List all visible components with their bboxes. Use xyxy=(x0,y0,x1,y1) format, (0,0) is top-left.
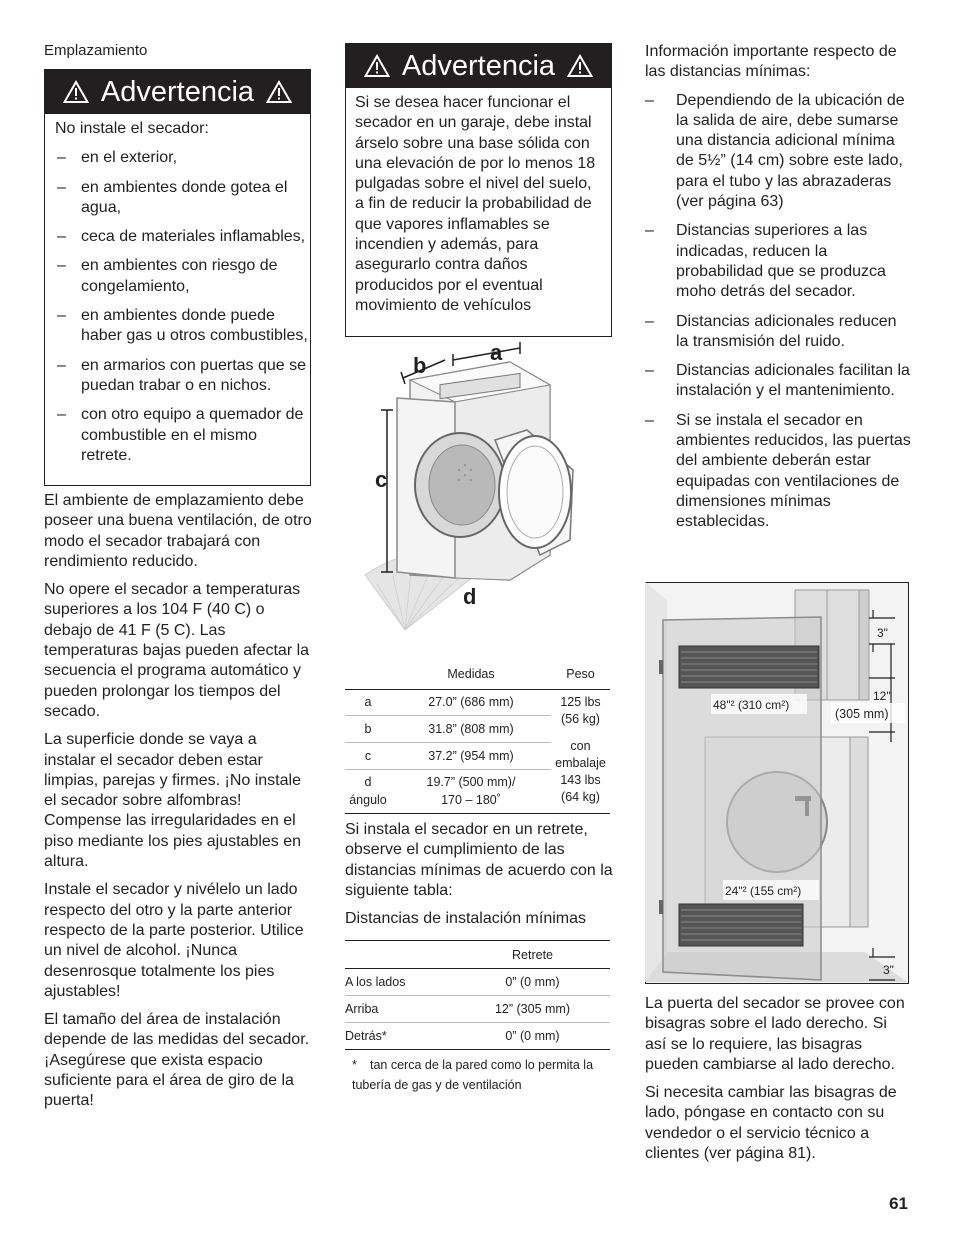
list-item: – Dependiendo de la ubicación de la salida de aire, debe sumarse una distancia adicional mínima de 5½” (14 cm) sobre este lado, para el tubo y las abrazaderas (ver página 63) xyxy=(645,91,905,211)
dimensions-table xyxy=(345,659,610,814)
table-row: d ángulo 19.7” (500 mm)/ 170 – 180˚ xyxy=(345,769,610,813)
dim-label-a: a xyxy=(490,340,503,365)
warning-triangle-icon xyxy=(364,54,390,78)
section-title: Emplazamiento xyxy=(44,42,148,59)
warning-box-mid xyxy=(345,43,612,337)
mid-body xyxy=(345,820,613,929)
table-row: A los lados 0” (0 mm) xyxy=(345,969,610,996)
list-item: – en ambientes con riesgo de congelamiento, xyxy=(57,257,278,295)
paragraph: Información importante respecto de las distancias mínimas: xyxy=(645,43,897,81)
vent-top-label: 48"² (310 cm²) xyxy=(713,698,790,712)
list-item: – Distancias adicionales reducen la transmisión del ruido. xyxy=(645,312,897,350)
list-item: – en ambientes donde gotea el agua, xyxy=(57,178,288,216)
right-body xyxy=(645,42,911,542)
paragraph: El tamaño del área de instalación depende de las medidas del secador. ¡Asegúrese que exista espacio suficiente para el área de giro de la puerta! xyxy=(44,1011,310,1110)
warning-heading-left: Advertencia xyxy=(100,75,255,108)
dim-mid-mm-label: (305 mm) xyxy=(835,707,889,721)
table-row: a 27.0” (686 mm) 125 lbs (56 kg) con embalaje 143 lbs (64 kg) xyxy=(345,689,610,715)
col-peso: Peso xyxy=(566,666,595,681)
paragraph: Distancias de instalación mínimas xyxy=(345,910,586,928)
warning-heading-mid: Advertencia xyxy=(401,49,556,82)
dim-label-b: b xyxy=(413,353,427,378)
paragraph: No opere el secador a temperaturas superiores a los 104 F (40 C) o debajo de 41 F (5 C). Las temperaturas bajas pueden afectar la secuencia el programa automático y pueden prolongar los tiempos del secado. xyxy=(44,581,310,720)
right-list xyxy=(645,91,911,533)
table-row: Arriba 12” (305 mm) xyxy=(345,996,610,1023)
list-item: – en ambientes donde puede haber gas u otros combustibles, xyxy=(57,307,308,345)
list-item: – en el exterior, xyxy=(57,149,178,167)
left-body xyxy=(44,491,312,1112)
right-body-after xyxy=(645,994,911,1164)
warning-header-mid xyxy=(346,44,611,88)
page-number: 61 xyxy=(889,1194,908,1213)
warning-intro-left: No instale el secador: xyxy=(55,120,209,137)
paragraph: Si instala el secador en un retrete, observe el cumplimiento de las distancias mínimas de acuerdo con la siguiente tabla: xyxy=(345,821,613,899)
warning-triangle-icon xyxy=(266,80,292,104)
warning-triangle-icon xyxy=(63,80,89,104)
vent-bottom-label: 24"² (155 cm²) xyxy=(725,884,802,898)
warning-list-left xyxy=(49,148,310,466)
dryer-dimensions-figure xyxy=(345,340,610,650)
distances-table xyxy=(345,940,610,1050)
col-retrete: Retrete xyxy=(512,947,553,962)
list-item: – con otro equipo a quemador de combustible en el mismo retrete. xyxy=(57,406,304,464)
list-item: – Distancias superiores a las indicadas, reducen la probabilidad que se produzca moho detrás del secador. xyxy=(645,222,886,301)
dim-top-label: 3" xyxy=(877,626,888,640)
paragraph: El ambiente de emplazamiento debe poseer una buena ventilación, de otro modo el secador trabajará con rendimiento reducido. xyxy=(44,492,312,570)
warning-text-mid: Si se desea hacer funcionar el secador en un garaje, debe instal árselo sobre una base sólida con una elevación de por lo menos 18 pulgadas sobre el nivel del suelo, a fin de reducir la probabilidad de que vapores inflamables se incendien y además, para asegurarlo contra daños producidos por el eventual movimiento de vehículos xyxy=(355,94,596,314)
paragraph: La superficie donde se vaya a instalar el secador deben estar limpias, parejas y firmes. ¡No instale el secador sobre alfombras! Compense las irregularidades en el piso mediante los pies ajustables en altura. xyxy=(44,731,302,871)
dim-label-c: c xyxy=(375,467,388,492)
dim-mid-label: 12" xyxy=(873,689,891,703)
dim-bottom-label: 3" xyxy=(883,963,894,977)
warning-triangle-icon xyxy=(567,54,593,78)
paragraph: Instale el secador y nivélelo un lado respecto del otro y la parte anterior respecto de la parte posterior. Utilice un nivel de alcohol. ¡Nunca desenrosque totalmente los pies ajustables! xyxy=(44,881,304,1000)
table-footnote: * tan cerca de la pared como lo permita la tubería de gas y de ventilación xyxy=(352,1058,594,1092)
dim-label-d: d xyxy=(463,584,477,609)
warning-box-left xyxy=(44,69,311,486)
list-item: – Si se instala el secador en ambientes reducidos, las puertas del ambiente deberán estar equipadas con ventilaciones de dimensiones mínimas establecidas. xyxy=(645,411,911,531)
list-item: – en armarios con puertas que se puedan trabar o en nichos. xyxy=(57,356,307,394)
col-medidas: Medidas xyxy=(447,666,495,681)
paragraph: La puerta del secador se provee con bisagras sobre el lado derecho. Si así se lo requiere, las bisagras pueden cambiarse al lado derecho. xyxy=(645,995,905,1073)
table-row: Detrás* 0” (0 mm) xyxy=(345,1023,610,1050)
closet-ventilation-figure xyxy=(645,582,909,984)
warning-header-left xyxy=(45,70,310,114)
paragraph: Si necesita cambiar las bisagras de lado, póngase en contacto con su vendedor o el servicio técnico a clientes (ver página 81). xyxy=(645,1084,897,1163)
list-item: – Distancias adicionales facilitan la instalación y el mantenimiento. xyxy=(645,362,910,400)
table-row: b 31.8” (808 mm) xyxy=(345,715,610,742)
list-item: – ceca de materiales inflamables, xyxy=(57,228,306,246)
table-row: c 37.2” (954 mm) xyxy=(345,742,610,769)
